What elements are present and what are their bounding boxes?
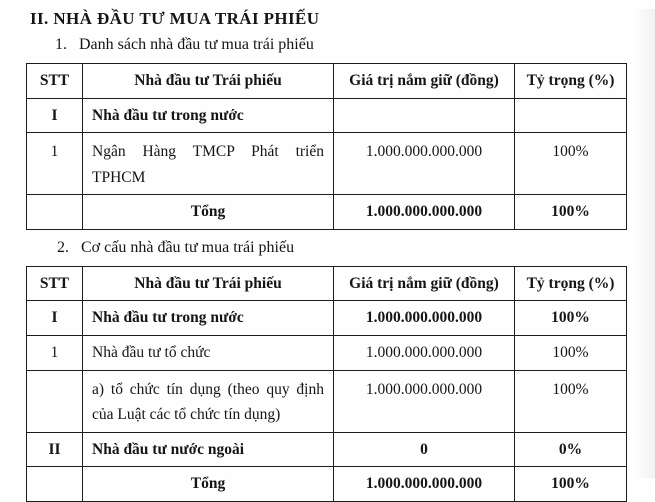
cell-stt: 1	[27, 335, 83, 370]
table2-header-investor: Nhà đầu tư Trái phiếu	[83, 266, 334, 301]
cell-ratio: 100%	[515, 195, 627, 230]
table1-header-stt: STT	[27, 64, 83, 99]
cell-value: 1.000.000.000.000	[334, 370, 515, 432]
cell-value: 1.000.000.000.000	[334, 467, 515, 502]
table1-header-investor: Nhà đầu tư Trái phiếu	[83, 64, 334, 99]
cell-stt: II	[27, 432, 83, 467]
section-1-heading	[55, 36, 655, 54]
cell-ratio: 100%	[515, 370, 627, 432]
table2-row-institutional	[27, 335, 627, 370]
cell-ratio: 100%	[515, 335, 627, 370]
cell-total-label: Tổng	[83, 195, 334, 230]
cell-investor: Nhà đầu tư tổ chức	[83, 335, 334, 370]
table1-header-row	[27, 64, 627, 99]
cell-investor: Nhà đầu tư trong nước	[83, 98, 334, 133]
cell-ratio	[515, 98, 627, 133]
table2-row-total	[27, 467, 627, 502]
table2-header-value: Giá trị nắm giữ (đồng)	[334, 266, 515, 301]
section-1-number: 1.	[55, 36, 67, 53]
table2-header-row	[27, 266, 627, 301]
cell-value: 1.000.000.000.000	[334, 335, 515, 370]
cell-stt	[27, 195, 83, 230]
table1-header-ratio: Tỷ trọng (%)	[515, 64, 627, 99]
cell-ratio: 100%	[515, 467, 627, 502]
section-2-number: 2.	[57, 238, 69, 256]
cell-ratio: 100%	[515, 133, 627, 195]
cell-stt	[27, 370, 83, 432]
cell-ratio: 0%	[515, 432, 627, 467]
cell-investor: Ngân Hàng TMCP Phát triển TPHCM	[83, 133, 334, 195]
cell-investor: a) tổ chức tín dụng (theo quy định của Luật các tổ chức tín dụng)	[83, 370, 334, 432]
cell-investor: Nhà đầu tư nước ngoài	[83, 432, 334, 467]
doc-title: II. NHÀ ĐẦU TƯ MUA TRÁI PHIẾU	[30, 9, 320, 28]
cell-total-label: Tổng	[83, 467, 334, 502]
cell-stt	[27, 467, 83, 502]
investor-structure-table	[26, 266, 627, 502]
table2-header-ratio: Tỷ trọng (%)	[515, 266, 627, 301]
table2-row-domestic-group	[27, 301, 627, 336]
cell-value: 1.000.000.000.000	[334, 133, 515, 195]
investor-list-table	[26, 63, 627, 230]
cell-investor: Nhà đầu tư trong nước	[83, 301, 334, 336]
cell-stt: 1	[27, 133, 83, 195]
section-1-title: Danh sách nhà đầu tư mua trái phiếu	[79, 36, 314, 53]
table1-row-bank	[27, 133, 627, 195]
cell-value: 1.000.000.000.000	[334, 195, 515, 230]
cell-stt: I	[27, 301, 83, 336]
table1-row-total	[27, 195, 627, 230]
table2-header-stt: STT	[27, 266, 83, 301]
table2-row-foreign-group	[27, 432, 627, 467]
cell-value: 0	[334, 432, 515, 467]
cell-value: 1.000.000.000.000	[334, 301, 515, 336]
cell-stt: I	[27, 98, 83, 133]
table2-row-credit-institutions	[27, 370, 627, 432]
table1-row-domestic-group	[27, 98, 627, 133]
cell-ratio: 100%	[515, 301, 627, 336]
cell-value	[334, 98, 515, 133]
section-2-title: Cơ cấu nhà đầu tư mua trái phiếu	[81, 238, 295, 256]
table1-header-value: Giá trị nắm giữ (đồng)	[334, 64, 515, 99]
section-2-heading	[57, 239, 655, 257]
